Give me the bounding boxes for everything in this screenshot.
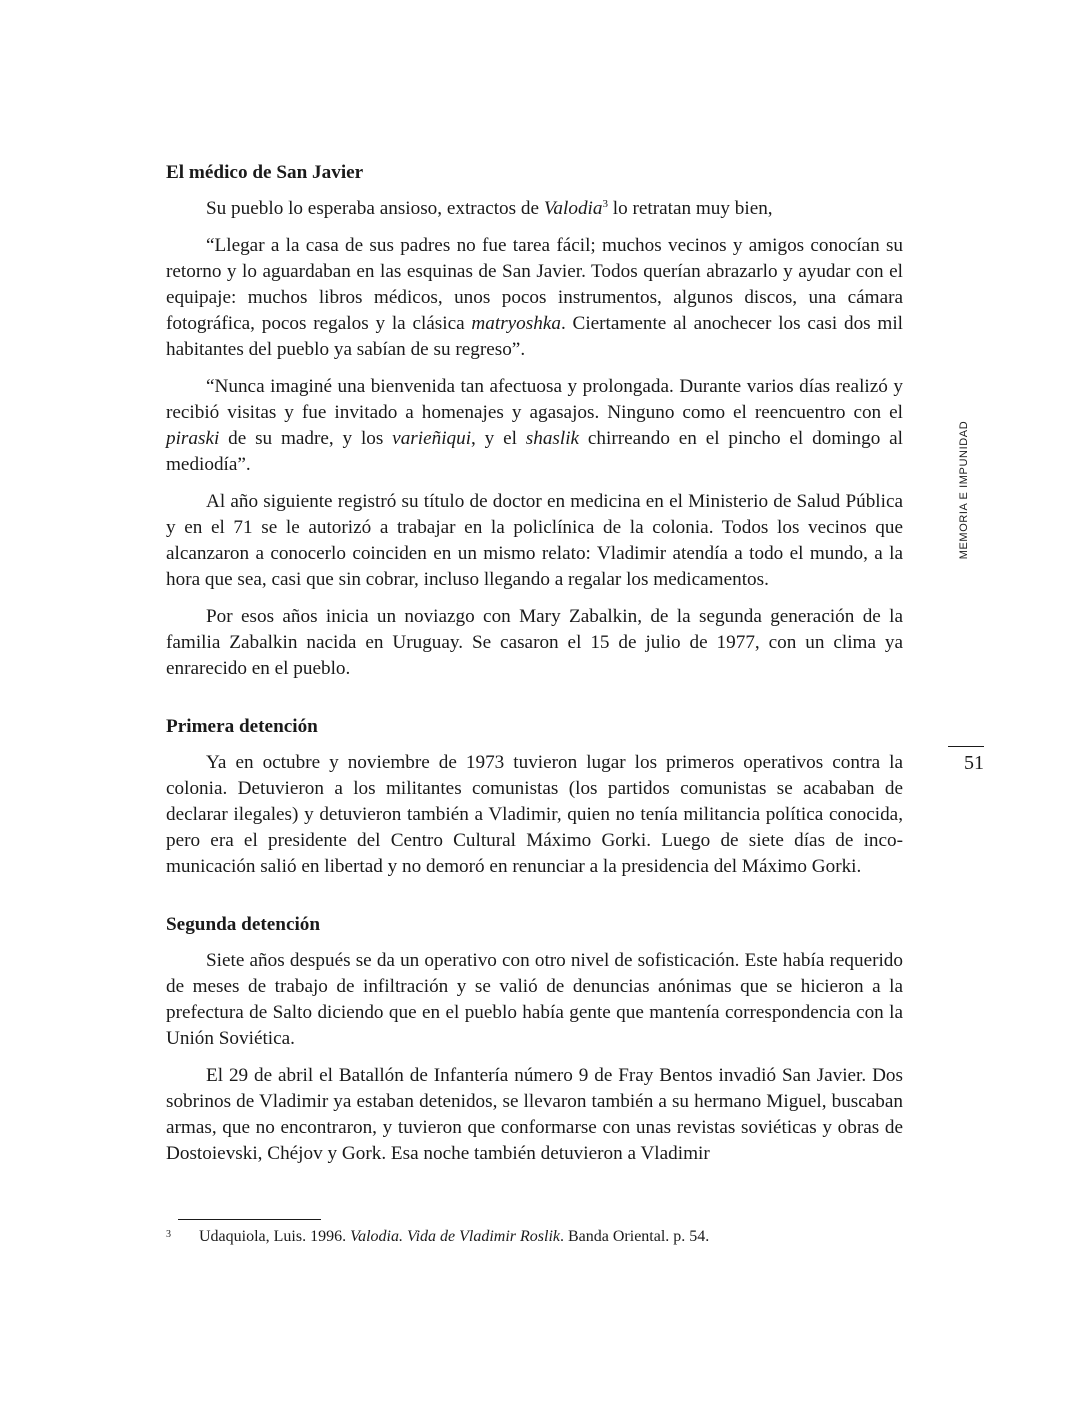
paragraph-text: lo retratan muy bien, [607,198,773,219]
paragraph: Ya en octubre y noviembre de 1973 tuvieron lugar los primeros operativos contra la colonia. Detuvieron a los militantes comunistas (los partidos comunistas se acababan de declarar ilegales) y detuvieron también a Vladimir, quien no tenía militancia política conocida, pero era el presidente del Centro Cultural Máximo Gorki. Luego de siete días de incomunicación salió en libertad y no demoró en renunciar a la presidencia del Máximo Gorki. [166,752,903,877]
section-heading-primera-detencion: Primera detención [166,716,318,737]
paragraph [166,374,903,478]
section-heading-medico: El médico de San Javier [166,162,364,183]
paragraph-text: “Nunca imaginé una bienvenida tan afectuosa y prolongada. Durante varios días realizó y recibió visitas y fue invitado a homenajes y agasajos. Ninguno como el reencuentro con el [166,376,903,423]
footnote-separator [178,1219,321,1220]
paragraph: Al año siguiente registró su título de doctor en medicina en el Ministerio de Salud Pública y en el 71 se le autorizó a trabajar en la policlínica de la colonia. Todos los vecinos que alcanzaron a conocerlo coinciden en un mismo relato: Vladimir atendía a todo el mundo, a la hora que sea, casi que sin cobrar, incluso llegando a regalar los medicamentos. [166,491,903,590]
paragraph: El 29 de abril el Batallón de Infantería número 9 de Fray Bentos invadió San Javier. Dos sobrinos de Vladimir ya estaban detenidos, se llevaron también a su hermano Miguel, buscaban armas, que no encontraron, y tuvieron que conformarse con unas revistas soviéticas y obras de Dostoievski, Chéjov y Gork. Esa noche también detuvieron a Vladimir [166,1065,903,1164]
italic-term: shaslik [525,428,580,449]
paragraph-text: . Ciertamente al anochecer los casi dos mil habitantes del pueblo ya sabían de su regreso”. [166,313,904,360]
page-number-rule [948,746,984,747]
book-title-italic: Valodia [543,198,603,219]
footnote-publisher: . Banda Oriental. p. 54. [560,1228,710,1245]
section-heading-segunda-detencion: Segunda detención [166,914,321,935]
italic-term: piraski [166,428,220,449]
body-text [166,160,903,1167]
footnote-text [199,1226,709,1248]
footnote-author: Udaquiola, Luis. 1996. [199,1228,351,1245]
italic-term: matryoshka [471,313,561,334]
paragraph-text: de su madre, y los [219,428,393,449]
paragraph-text: , y el [471,428,526,449]
paragraph [166,196,903,222]
paragraph [166,233,903,363]
running-head: MEMORIA E IMPUNIDAD [958,420,970,560]
footnote-reference: 3 [602,198,608,210]
paragraph-text: chirreando en el pincho el domingo al mediodía”. [166,428,903,475]
paragraph: Siete años después se da un operativo con otro nivel de sofisticación. Este había requerido de meses de trabajo de infiltración y se valió de denuncias anónimas que se hicieron a la prefectura de Salto diciendo que en el pueblo había gente que mantenía correspondencia con la Unión Soviética. [166,950,903,1049]
page-number: 51 [964,752,984,774]
paragraph-text: “Llegar a la casa de sus padres no fue tarea fácil; muchos vecinos y amigos conocían su retorno y lo aguardaban en las esquinas de San Javier. Todos querían abrazarlo y ayudar con el equipaje: muchos libros médicos, unos pocos instrumentos, algunos discos, una cámara fotográfica, pocos regalos y la clásica [166,235,903,334]
paragraph: Por esos años inicia un noviazgo con Mary Zabalkin, de la segunda generación de la familia Zabalkin nacida en Uruguay. Se casaron el 15 de julio de 1977, con un clima ya enrarecido en el pueblo. [166,606,903,679]
footnote-marker: 3 [166,1229,171,1240]
paragraph-text: Su pueblo lo esperaba ansioso, extractos de [206,198,544,219]
footnote-book-title: Valodia. Vida de Vladimir Roslik [350,1228,560,1245]
italic-term: varieñiqui [392,428,472,449]
